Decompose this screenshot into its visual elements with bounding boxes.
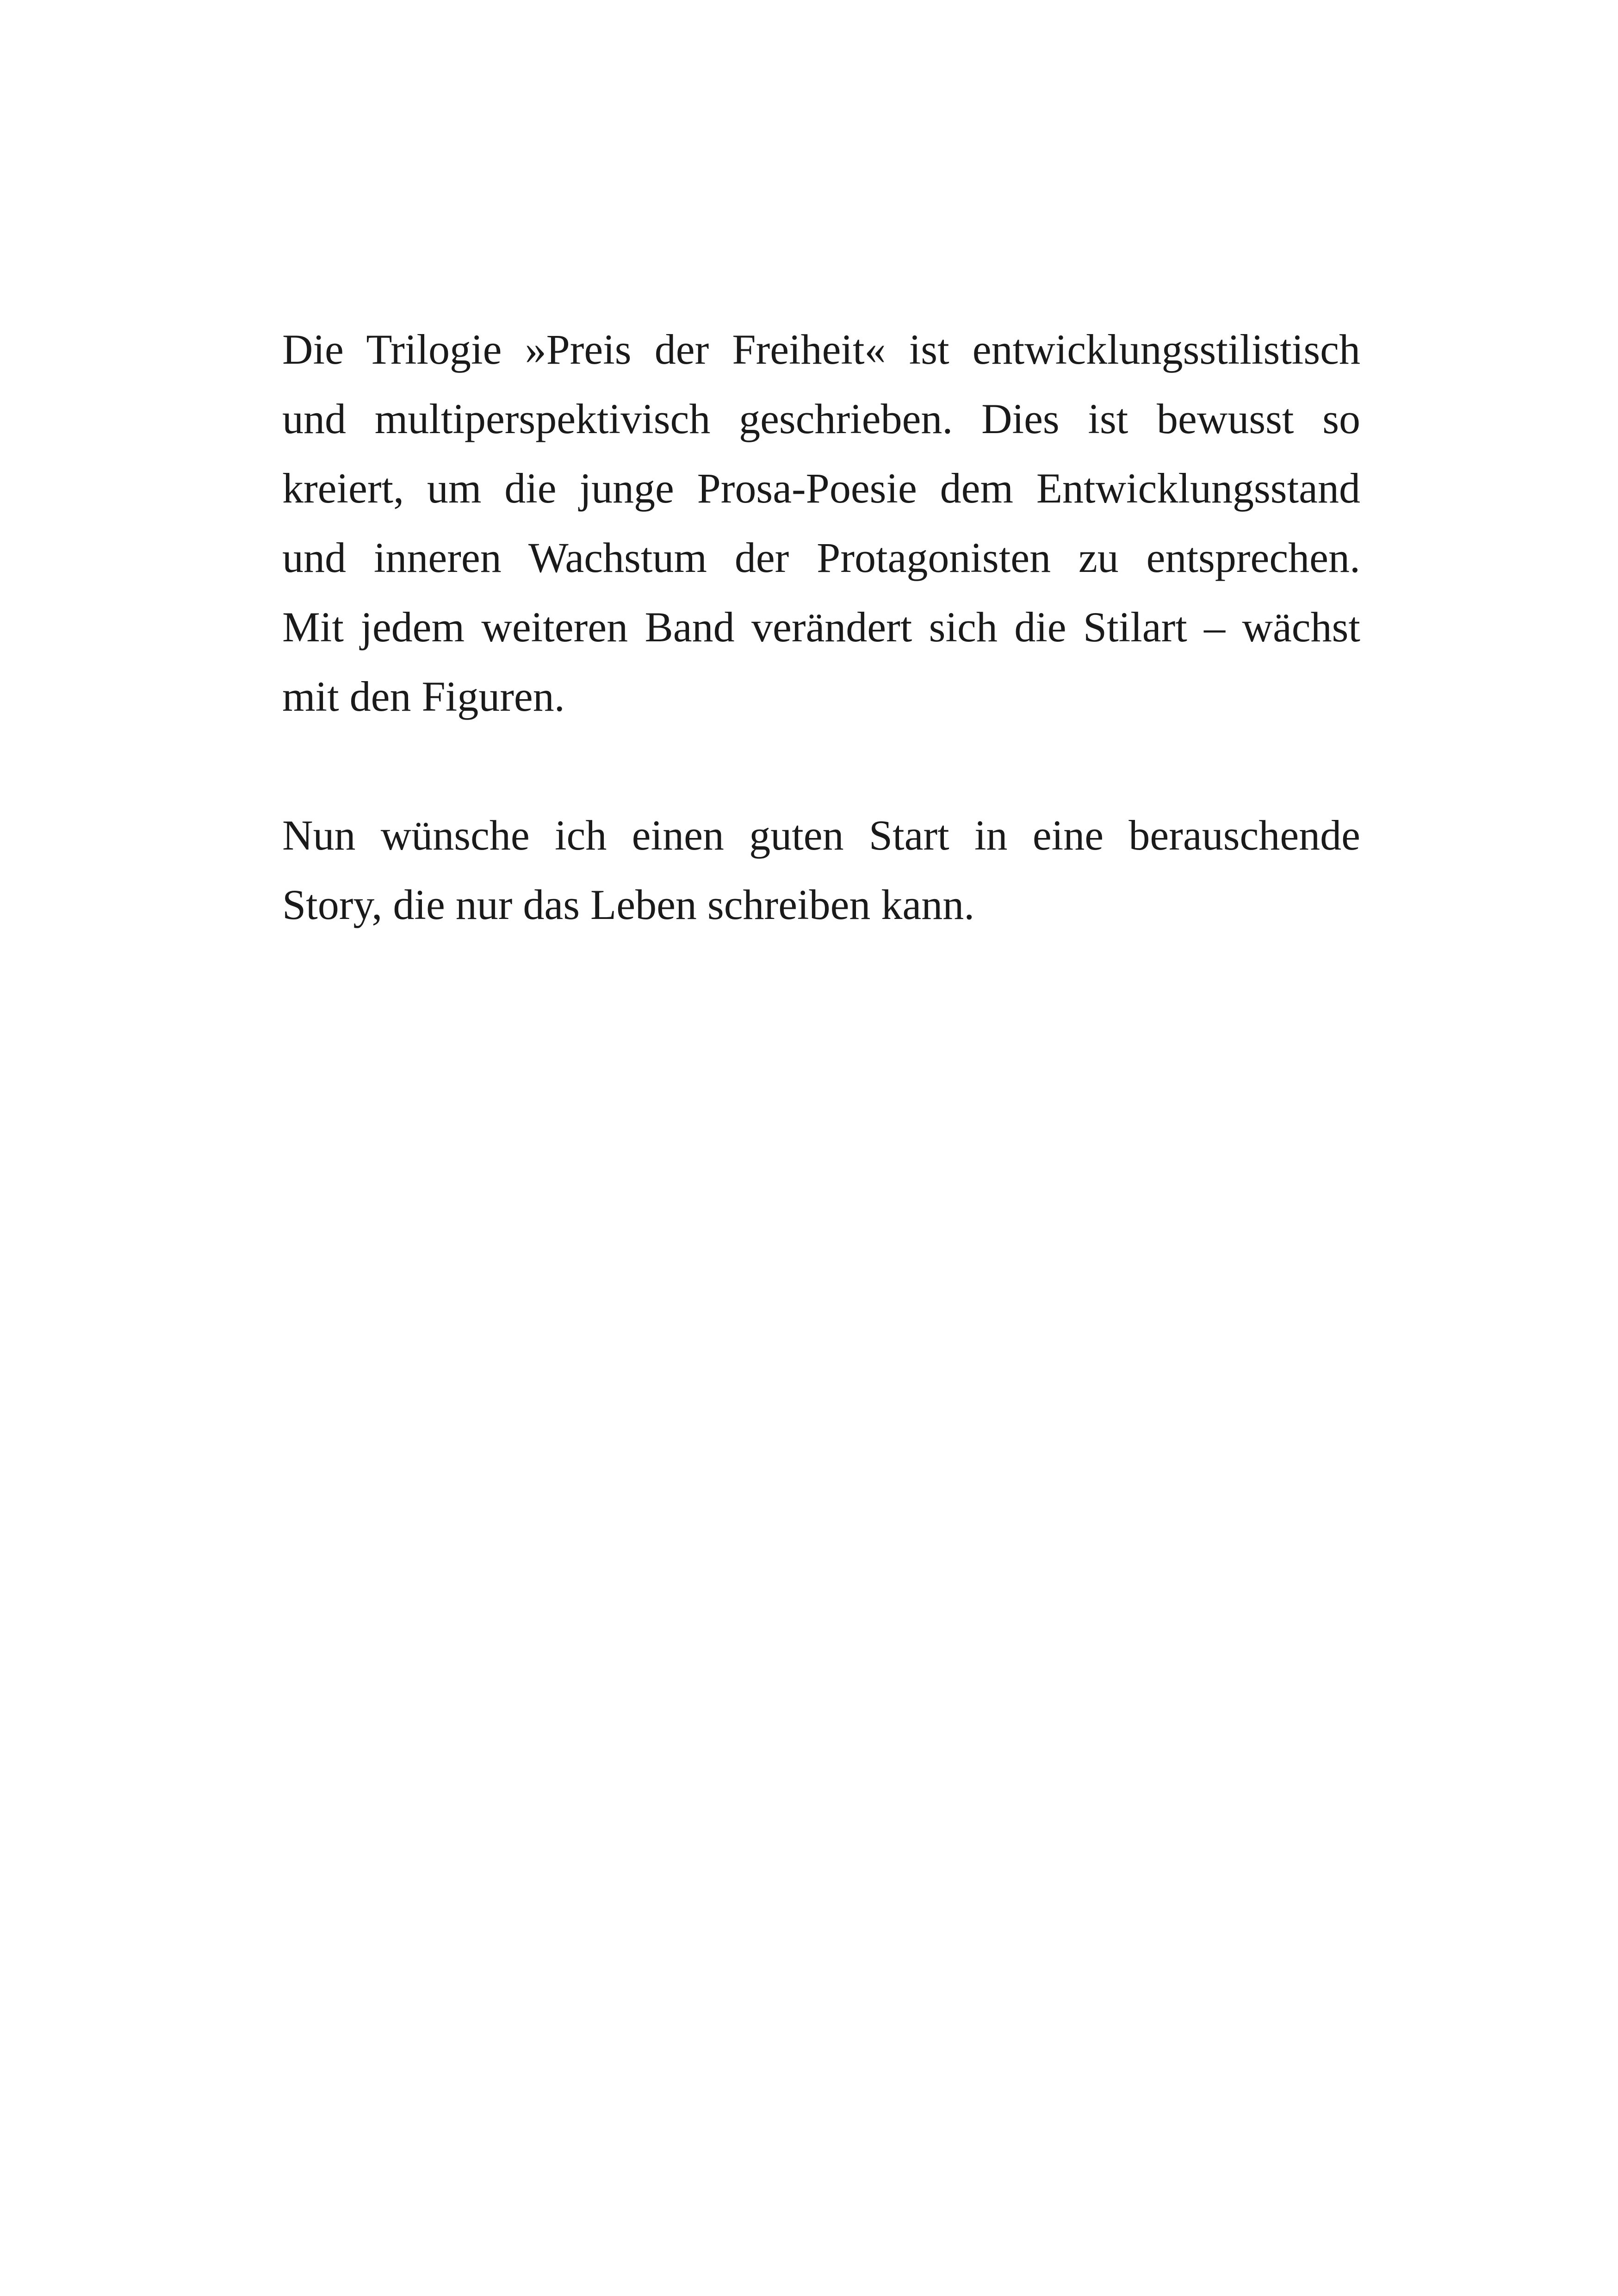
- paragraph-spacer: [282, 731, 1360, 800]
- text-line: Mit jedem weiteren Band verändert sich die Stilart – wächst: [282, 603, 1360, 651]
- text-line: kreiert, um die junge Prosa-Poesie dem Entwicklungsstand: [282, 465, 1360, 512]
- text-line: mit den Figuren.: [282, 673, 565, 720]
- text-line: und inneren Wachstum der Protagonisten zu entsprechen.: [282, 534, 1360, 581]
- text-line: Die Trilogie »Preis der Freiheit« ist entwicklungsstilistisch: [282, 326, 1360, 373]
- paragraph-intro: [282, 315, 1360, 731]
- text-line: und multiperspektivisch geschrieben. Dies ist bewusst so: [282, 395, 1360, 442]
- body-text: [282, 315, 1360, 939]
- text-line: Story, die nur das Leben schreiben kann.: [282, 881, 975, 928]
- text-line: Nun wünsche ich einen guten Start in eine berauschende: [282, 812, 1360, 859]
- paragraph-closing: [282, 800, 1360, 939]
